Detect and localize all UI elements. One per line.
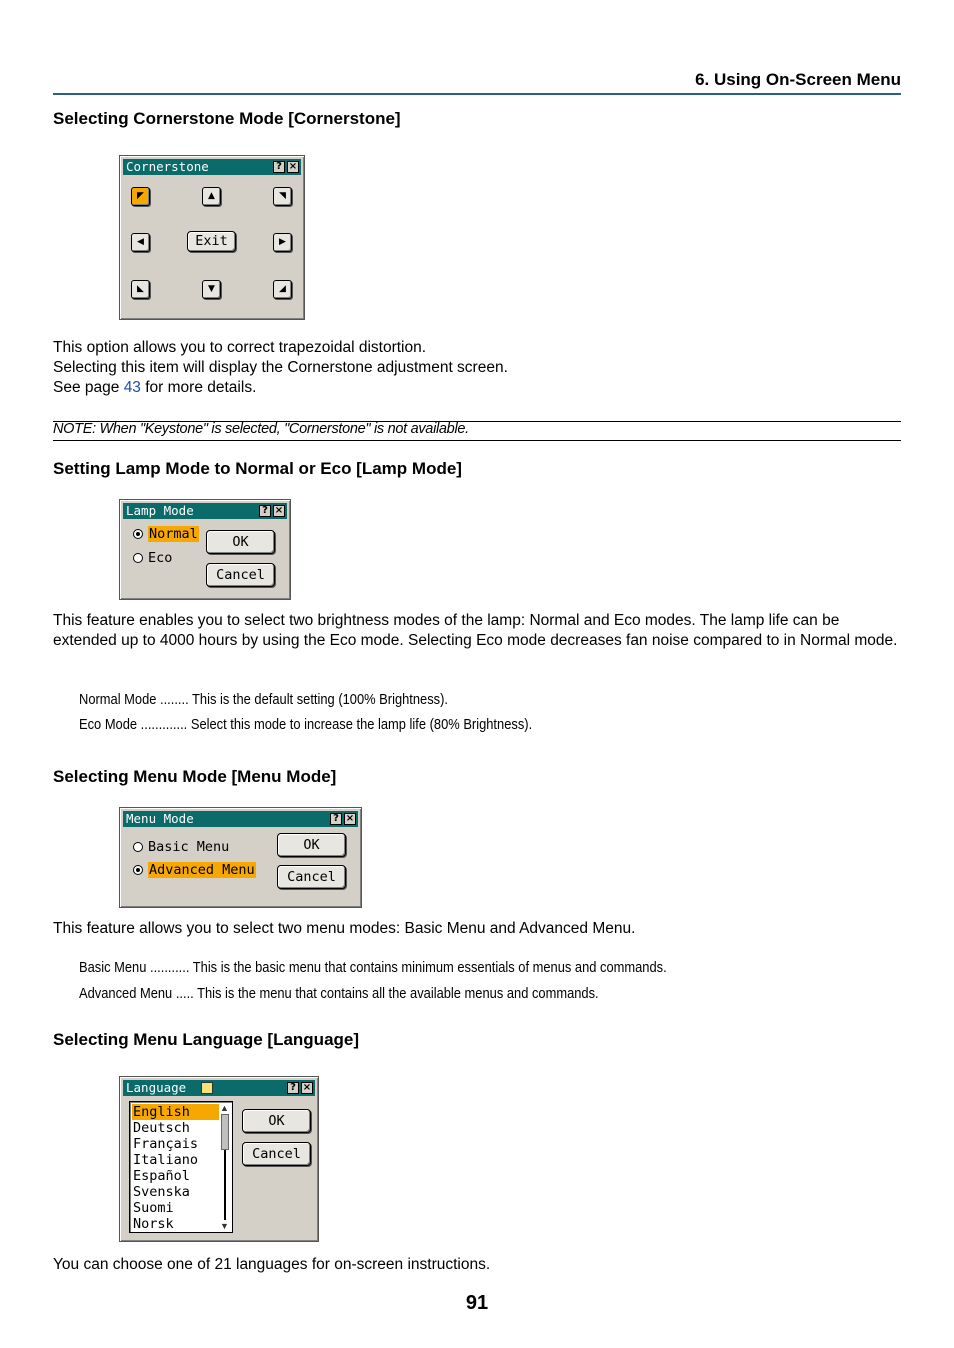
middle-right-button[interactable] xyxy=(273,233,292,252)
note-rule-bottom xyxy=(53,440,901,441)
exit-button[interactable]: Exit xyxy=(187,231,236,252)
cornerstone-body-2: Selecting this item will display the Cornerstone adjustment screen. xyxy=(53,359,508,376)
arrow-down-right-icon: ◢ xyxy=(279,284,286,294)
cornerstone-heading: Selecting Cornerstone Mode [Cornerstone] xyxy=(53,109,401,128)
advanced-menu-radio[interactable] xyxy=(133,865,143,875)
def-desc: This is the menu that contains all the available menus and commands. xyxy=(197,985,599,1002)
lamp-def-eco xyxy=(79,716,532,733)
dialog-title: Menu Mode xyxy=(126,811,194,826)
menu-titlebar xyxy=(123,811,358,827)
cornerstone-titlebar xyxy=(123,159,301,175)
see-suffix: for more details. xyxy=(140,379,257,396)
ok-button[interactable]: OK xyxy=(242,1109,311,1133)
top-center-button[interactable] xyxy=(202,187,221,206)
arrow-up-icon: ▲ xyxy=(208,191,215,201)
lamp-def-normal xyxy=(79,691,448,708)
arrow-left-icon: ◀ xyxy=(137,237,144,247)
list-item-deutsch[interactable]: Deutsch xyxy=(133,1120,190,1136)
arrow-up-left-icon: ◤ xyxy=(137,191,144,201)
def-term: Basic Menu ........... xyxy=(79,959,193,976)
list-item-espanol[interactable]: Español xyxy=(133,1168,190,1184)
section-title: 6. Using On-Screen Menu xyxy=(695,70,901,89)
help-icon[interactable]: ? xyxy=(287,1082,299,1094)
list-item-suomi[interactable]: Suomi xyxy=(133,1200,174,1216)
cornerstone-dialog xyxy=(119,155,305,320)
list-item-norsk[interactable]: Norsk xyxy=(133,1216,174,1232)
basic-menu-radio[interactable] xyxy=(133,842,143,852)
arrow-up-right-icon: ◥ xyxy=(279,191,286,201)
normal-label[interactable]: Normal xyxy=(149,526,198,542)
list-item-english[interactable]: English xyxy=(132,1104,219,1120)
top-left-corner-button[interactable] xyxy=(131,187,150,206)
lamp-heading: Setting Lamp Mode to Normal or Eco [Lamp Mode] xyxy=(53,459,462,478)
language-dialog xyxy=(119,1076,319,1242)
page-number: 91 xyxy=(465,1292,489,1314)
arrow-right-icon: ▶ xyxy=(279,237,286,247)
def-desc: This is the default setting (100% Brightness). xyxy=(192,691,449,708)
list-item-italiano[interactable]: Italiano xyxy=(133,1152,199,1168)
menu-def-basic xyxy=(79,959,667,976)
scrollbar[interactable] xyxy=(219,1103,231,1231)
language-body: You can choose one of 21 languages for on-screen instructions. xyxy=(53,1256,491,1273)
middle-left-button[interactable] xyxy=(131,233,150,252)
advanced-menu-label[interactable]: Advanced Menu xyxy=(149,862,255,878)
cornerstone-body-1: This option allows you to correct trapezoidal distortion. xyxy=(53,339,427,356)
close-icon[interactable]: × xyxy=(274,505,284,516)
basic-menu-label[interactable]: Basic Menu xyxy=(148,839,230,855)
menu-mode-dialog xyxy=(119,807,362,908)
arrow-down-icon: ▼ xyxy=(208,284,215,294)
lamp-titlebar xyxy=(123,503,287,519)
lamp-body: This feature enables you to select two brightness modes of the lamp: Normal and Eco modes. The lamp life can be extended up to 4000 hours by using the Eco mode. Selecting Eco mode decreases fan noise compared to in Normal mode. xyxy=(53,612,898,649)
language-icon xyxy=(201,1082,213,1094)
dialog-title: Cornerstone xyxy=(126,159,209,174)
close-icon[interactable]: × xyxy=(288,161,298,172)
menu-body: This feature allows you to select two menu modes: Basic Menu and Advanced Menu. xyxy=(53,920,636,937)
normal-radio[interactable] xyxy=(133,529,143,539)
see-prefix: See page xyxy=(53,379,124,396)
def-term: Normal Mode ........ xyxy=(79,691,193,708)
help-icon[interactable]: ? xyxy=(273,161,285,173)
bottom-right-corner-button[interactable] xyxy=(273,280,292,299)
eco-radio[interactable] xyxy=(133,553,143,563)
language-list[interactable] xyxy=(129,1101,233,1233)
scroll-down-icon[interactable]: ▼ xyxy=(220,1221,229,1231)
def-desc: This is the basic menu that contains minimum essentials of menus and commands. xyxy=(192,959,667,976)
ok-button[interactable]: OK xyxy=(277,833,346,857)
cancel-button[interactable]: Cancel xyxy=(242,1142,311,1166)
dialog-title: Language xyxy=(126,1080,187,1095)
lamp-mode-dialog xyxy=(119,499,291,600)
close-icon[interactable]: × xyxy=(302,1082,312,1093)
scroll-thumb[interactable] xyxy=(221,1114,229,1150)
cancel-button[interactable]: Cancel xyxy=(277,865,346,889)
top-right-corner-button[interactable] xyxy=(273,187,292,206)
language-heading: Selecting Menu Language [Language] xyxy=(53,1030,360,1049)
arrow-down-left-icon: ◣ xyxy=(137,284,144,294)
language-titlebar xyxy=(123,1080,315,1096)
list-item-francais[interactable]: Français xyxy=(133,1136,199,1152)
dialog-title: Lamp Mode xyxy=(126,503,194,518)
list-item-svenska[interactable]: Svenska xyxy=(133,1184,190,1200)
def-term: Advanced Menu ..... xyxy=(79,985,198,1002)
page-link[interactable]: 43 xyxy=(123,379,141,396)
cancel-button[interactable]: Cancel xyxy=(206,563,275,587)
ok-button[interactable]: OK xyxy=(206,530,275,554)
eco-label[interactable]: Eco xyxy=(148,550,173,566)
help-icon[interactable]: ? xyxy=(259,505,271,517)
close-icon[interactable]: × xyxy=(345,813,355,824)
help-icon[interactable]: ? xyxy=(330,813,342,825)
def-desc: Select this mode to increase the lamp life (80% Brightness). xyxy=(190,716,533,733)
menu-def-advanced xyxy=(79,985,599,1002)
header-rule xyxy=(53,93,901,95)
scroll-track xyxy=(224,1150,226,1220)
cornerstone-note: NOTE: When "Keystone" is selected, "Cornerstone" is not available. xyxy=(53,421,469,437)
bottom-left-corner-button[interactable] xyxy=(131,280,150,299)
menu-heading: Selecting Menu Mode [Menu Mode] xyxy=(53,767,337,786)
bottom-center-button[interactable] xyxy=(202,280,221,299)
def-term: Eco Mode ............. xyxy=(79,716,191,733)
scroll-up-icon[interactable]: ▲ xyxy=(220,1103,229,1113)
cornerstone-see-page xyxy=(53,378,256,398)
